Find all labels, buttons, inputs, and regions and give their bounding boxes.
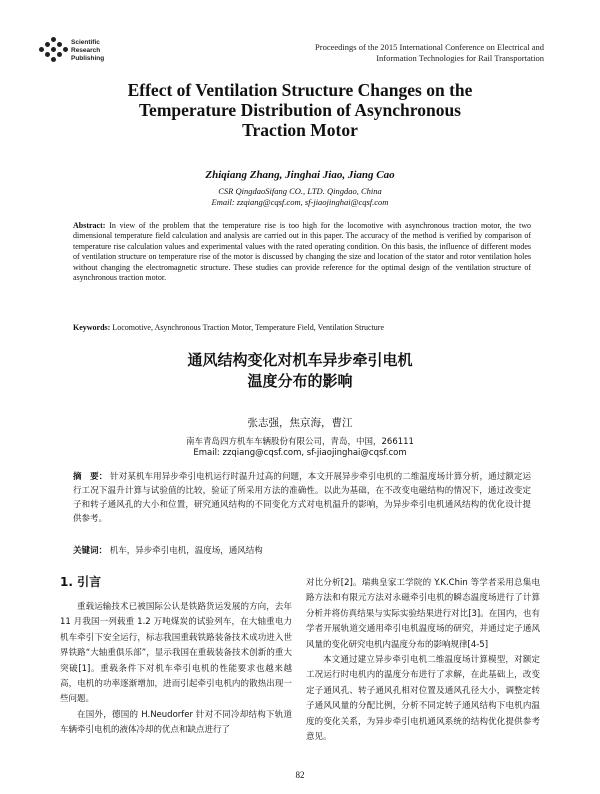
keywords-label-cn: 关键词：: [73, 546, 108, 556]
abstract-text-cn: 针对某机车用异步牵引电机运行时温升过高的问题，本文开展异步牵引电机的二维温度场计算分析，通过额定运行工况下温升计算与试验值的比较，验证了所采用方法的准确性。以此为基础，在不改变电磁结构的情况下，通过改变定子和转子通风孔的大小和位置，研究通风结构的不同变化方式对电机温升的影响，为异步牵引电机通风结构的优化设计提供参考。: [73, 472, 531, 524]
publisher-logo: [38, 37, 158, 67]
body-column-left: [60, 600, 292, 739]
logo-dots-icon: [38, 37, 68, 65]
body-paragraph: 在国外，德国的 H.Neudorfer 针对不同冷却结构下轨道车辆牵引电机的液体冷却的优点和缺点进行了: [60, 709, 292, 736]
abstract-label-cn: 摘 要：: [73, 472, 108, 482]
authors-cn: 张志强，焦京海，曹江: [247, 417, 353, 429]
body-column-right: [306, 576, 540, 745]
abstract-text-en: In view of the problem that the temperature rise is too high for the locomotive with asynchronous traction motor, the two dimensional temperature field calculation and analysis are carried out in this paper. The accuracy of the method is verified by comparison of temperature rise calculation values and experimental values with the rated operating condition. On this basis, the influence of different modes of ventilation structure on temperature rise of the motor is discussed by changing the size and location of the stator and rotor ventilation holes without changing the electromagnetic structure. These studies can provide reference for the optimal design of the ventilation structure of asynchronous traction motor.: [73, 221, 532, 283]
abstract-label-en: Abstract:: [73, 221, 106, 230]
logo-text: Scientific Research Publishing: [71, 39, 105, 62]
keywords-text-cn: 机车，异步牵引电机，温度场，通风结构: [109, 546, 263, 556]
proceedings-header: Proceedings of the 2015 International Conference on Electrical and Information Technologies for Rail Transportation: [315, 42, 544, 63]
keywords-cn: [73, 544, 531, 556]
paper-title-en: Effect of Ventilation Structure Changes on the Temperature Distribution of Asynchronous Traction Motor: [127, 80, 473, 140]
section-heading-intro: 1. 引言: [60, 575, 102, 589]
body-paragraph: 对比分析[2]。瑞典皇家工学院的 Y.K.Chin 等学者采用总集电路方法和有限元方法对永磁牵引电机的瞬态温度场进行了计算分析并将仿真结果与实际实验结果进行对比[3]。在国内，也有学者开展轨道交通用牵引电机温度场的研究，并通过定子通风风量的变化研究电机内温度分布的影响规律[4-5]: [306, 578, 540, 650]
abstract-cn: [73, 470, 531, 526]
body-paragraph: 本文通过建立异步牵引电机二维温度场计算模型，对额定工况运行时电机内的温度分布进行了求解，在此基础上，改变定子通风孔、转子通风孔相对位置及通风孔径大小，调整定转子通风风量的分配比例，分析不同定转子通风结构下电机内温度的变化关系，为异步牵引电机通风系统的结构优化提供参考意见。: [306, 655, 540, 743]
paper-title-cn: 通风结构变化对机车异步牵引电机 温度分布的影响: [187, 351, 413, 390]
keywords-label-en: Keywords:: [73, 323, 111, 332]
body-paragraph: 重载运输技术已被国际公认是铁路货运发展的方向，去年 11 月我国一列载重 1.2 万吨煤炭的试验列车，在大轴重电力机车牵引下安全运行，标志我国重载铁路装备技术成功进入世界铁路“大轴重俱乐部”，显示我国在重载装备技术创新的重大突破[1]。重载条件下对机车牵引电机的性能要求也越来越高，电机的功率逐渐增加，进而引起牵引电机内的散热出现一些问题。: [60, 602, 292, 705]
affiliation-cn: 南车青岛四方机车车辆股份有限公司，青岛，中国，266111 Email: zzqiang@cqsf.com, sf-jiaojinghai@cqsf.com: [186, 437, 414, 458]
keywords-text-en: Locomotive, Asynchronous Traction Motor, Temperature Field, Ventilation Structure: [112, 323, 385, 332]
affiliation-en: CSR QingdaoSifang CO., LTD. Qingdao, China Email: zzqiang@cqsf.com, sf-jiaojinghai@cqsf.com: [211, 186, 389, 207]
page-number: 82: [295, 770, 305, 780]
abstract-en: [73, 221, 531, 283]
authors-en: Zhiqiang Zhang, Jinghai Jiao, Jiang Cao: [205, 169, 395, 181]
keywords-en: [73, 323, 531, 333]
